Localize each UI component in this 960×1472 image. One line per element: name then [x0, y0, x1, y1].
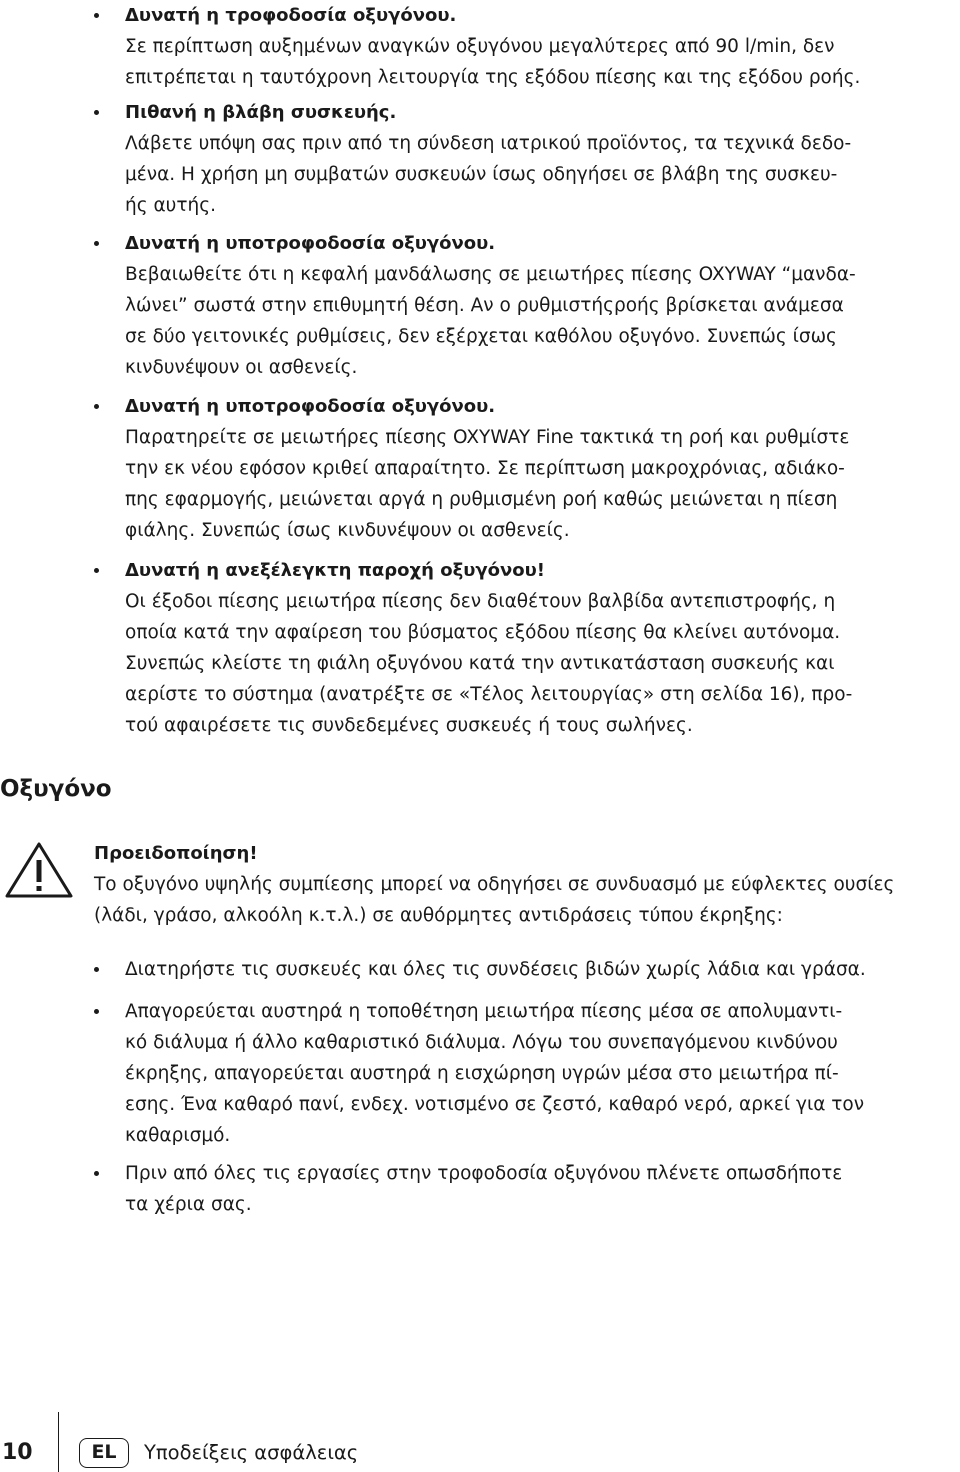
- warning-text-line: (λάδι, γράσο, αλκοόλη κ.τ.λ.) σε αυθόρμητες αντιδράσεις τύπου έκρηξης:: [94, 905, 783, 926]
- hazard-text-line: Λάβετε υπόψη σας πριν από τη σύνδεση ιατρικού προϊόντος, τα τεχνικά δεδο-: [125, 133, 852, 154]
- hazard-text-line: Παρατηρείτε σε μειωτήρες πίεσης OXYWAY Fine τακτικά τη ροή και ρυθμίστε: [125, 427, 850, 448]
- bullet-icon: [94, 1009, 99, 1014]
- hazard-item: [94, 0, 860, 93]
- hazard-text-line: Βεβαιωθείτε ότι η κεφαλή μανδάλωσης σε μειωτήρες πίεσης OXYWAY “μανδα-: [125, 264, 856, 285]
- warning-triangle-icon: [4, 841, 74, 899]
- hazard-item: [94, 391, 894, 546]
- hazard-title: Πιθανή η βλάβη συσκευής.: [125, 102, 397, 123]
- safety-text-line: Πριν από όλες τις εργασίες στην τροφοδοσία οξυγόνου πλένετε οπωσδήποτε: [125, 1163, 843, 1184]
- hazard-text-line: κινδυνέψουν οι ασθενείς.: [125, 357, 358, 378]
- safety-text-line: Απαγορεύεται αυστηρά η τοποθέτηση μειωτήρα πίεσης μέσα σε απολυμαντι-: [125, 1001, 843, 1022]
- hazard-item: [94, 97, 894, 221]
- language-badge: EL: [79, 1438, 129, 1468]
- hazard-text-line: Οι έξοδοι πίεσης μειωτήρα πίεσης δεν διαθέτουν βαλβίδα αντεπιστροφής, η: [125, 591, 836, 612]
- hazard-text-line: Συνεπώς κλείστε τη φιάλη οξυγόνου κατά την αντικατάσταση συσκευής και: [125, 653, 835, 674]
- hazard-title: Δυνατή η υποτροφοδοσία οξυγόνου.: [125, 396, 496, 417]
- bullet-icon: [94, 110, 99, 115]
- hazard-text-line: αερίστε το σύστημα (ανατρέξτε σε «Τέλος λειτουργίας» στη σελίδα 16), προ-: [125, 684, 853, 705]
- hazard-title: Δυνατή η τροφοδοσία οξυγόνου.: [125, 5, 457, 26]
- hazard-title: Δυνατή η ανεξέλεγκτη παροχή οξυγόνου!: [125, 560, 546, 581]
- hazard-text-line: σε δύο γειτονικές ρυθμίσεις, δεν εξέρχεται καθόλου οξυγόνο. Συνεπώς ίσως: [125, 326, 837, 347]
- bullet-icon: [94, 241, 99, 246]
- safety-text-line: τα χέρια σας.: [125, 1194, 252, 1215]
- hazard-text-line: ής αυτής.: [125, 195, 216, 216]
- safety-text-line: έκρηξης, απαγορεύεται αυστηρά η εισχώρηση υγρών μέσα στο μειωτήρα πί-: [125, 1063, 839, 1084]
- hazard-text-line: λώνει” σωστά στην επιθυμητή θέση. Αν ο ρυθμιστήςροής βρίσκεται ανάμεσα: [125, 295, 844, 316]
- bullet-icon: [94, 404, 99, 409]
- hazard-text-line: μένα. Η χρήση μη συμβατών συσκευών ίσως οδηγήσει σε βλάβη της συσκευ-: [125, 164, 838, 185]
- hazard-text-line: την εκ νέου εφόσον κριθεί απαραίτητο. Σε περίπτωση μακροχρόνιας, αδιάκο-: [125, 458, 845, 479]
- warning-title: Προειδοποίηση!: [94, 843, 258, 864]
- safety-text-line: εσης. Ένα καθαρό πανί, ενδεχ. νοτισμένο σε ζεστό, καθαρό νερό, αρκεί για τον: [125, 1094, 865, 1115]
- hazard-item: [94, 228, 894, 383]
- hazard-text-line: Σε περίπτωση αυξημένων αναγκών οξυγόνου μεγαλύτερες από 90 l/min, δεν: [125, 36, 835, 57]
- section-title: Οξυγόνο: [0, 776, 112, 802]
- warning-block: [94, 838, 956, 931]
- safety-item: [94, 1158, 894, 1220]
- safety-item: [94, 954, 894, 985]
- bullet-icon: [94, 967, 99, 972]
- bullet-icon: [94, 1171, 99, 1176]
- hazard-text-line: επιτρέπεται η ταυτόχρονη λειτουργία της εξόδου πίεσης και της εξόδου ροής.: [125, 67, 861, 88]
- page-number: 10: [2, 1440, 33, 1465]
- hazard-text-line: πης εφαρμογής, μειώνεται αργά η ρυθμισμένη ροή καθώς μειώνεται η πίεση: [125, 489, 838, 510]
- safety-text-line: κό διάλυμα ή άλλο καθαριστικό διάλυμα. Λόγω του συνεπαγόμενου κινδύνου: [125, 1032, 838, 1053]
- safety-item: [94, 996, 894, 1151]
- hazard-title: Δυνατή η υποτροφοδοσία οξυγόνου.: [125, 233, 496, 254]
- footer-divider: [58, 1412, 59, 1472]
- warning-text-line: Το οξυγόνο υψηλής συμπίεσης μπορεί να οδηγήσει σε συνδυασμό με εύφλεκτες ουσίες: [94, 874, 895, 895]
- safety-text-line: Διατηρήστε τις συσκευές και όλες τις συνδέσεις βιδών χωρίς λάδια και γράσα.: [125, 959, 866, 980]
- bullet-icon: [94, 568, 99, 573]
- hazard-text-line: φιάλης. Συνεπώς ίσως κινδυνέψουν οι ασθενείς.: [125, 520, 570, 541]
- bullet-icon: [94, 13, 99, 18]
- hazard-item: [94, 555, 894, 741]
- hazard-text-line: οποία κατά την αφαίρεση του βύσματος εξόδου πίεσης θα κλείνει αυτόνομα.: [125, 622, 841, 643]
- safety-text-line: καθαρισμό.: [125, 1125, 231, 1146]
- hazard-text-line: τού αφαιρέσετε τις συνδεδεμένες συσκευές ή τους σωλήνες.: [125, 715, 693, 736]
- footer-title: Υποδείξεις ασφάλειας: [144, 1441, 359, 1464]
